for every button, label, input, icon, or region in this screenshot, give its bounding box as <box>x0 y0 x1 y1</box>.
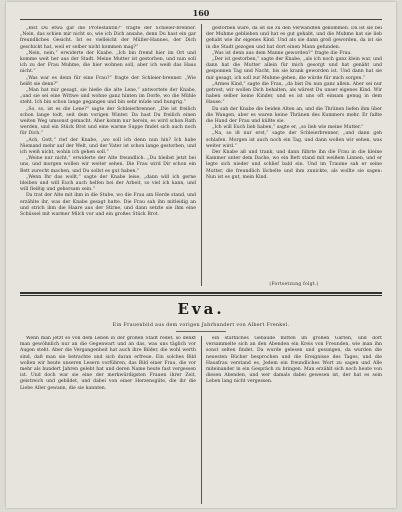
paragraph: „Ich will Euch lieb haben,“ sagte er, „so lieb wie meine Mutter.“ <box>212 125 364 131</box>
article-subtitle: Ein Frauenbild aus dem vorigen Jahrhundert von Albert Frenkel. <box>112 323 290 328</box>
article-column-right <box>206 336 382 504</box>
section-divider-thin <box>20 295 382 296</box>
paragraph: gestorben wäre, da ist sie zu den Verwandten gekommen. Da ist sie bei der Muhme geblieben und hat es gut gehabt, und die Muhme hat sie lieb gehabt wie ihr eigenes Kind. Und als sie dann groß geworden, da ist sie in die Stadt gezogen und hat dort einen Mann gefunden. <box>206 26 382 50</box>
paragraph: Wenn man jetzt so von dem Leben in der großen Stadt redet, so denkt man gewöhnlich nur an die Gegenwart und an das, was uns täglich vor Augen steht. Aber die Vergangenheit hat auch ihre Bilder, die wohl werth sind, daß man sie betrachte und sich daran erfreue. Ein solches Bild wollen wir heute unseren Lesern vorführen, das Bild einer Frau, die vor mehr als hundert Jahren gelebt hat und deren Name heute fast vergessen ist. Und doch war sie eine der merkwürdigsten Frauen ihrer Zeit, geistreich und gebildet, und dabei von einer Herzensgüte, die ihr die Liebe Aller gewann, die sie kannten. <box>20 336 196 391</box>
story-column-right <box>206 26 382 280</box>
paragraph: „Nein, nein,“ erwiderte der Knabe. „Ich bin fremd hier im Ort und komme weit her aus der Stadt. Meine Mutter ist gestorben, und nun soll ich zu der Frau Muhme, die hier wohnen soll, aber ich weiß das Haus nicht.“ <box>20 50 196 75</box>
newspaper-page <box>6 2 396 508</box>
paragraph: Da sah der Knabe die beiden Alten an, und die Thränen liefen ihm über die Wangen, aber es waren keine Thränen des Kummers mehr. Er faßte die Hand der Frau und küßte sie. <box>206 106 382 125</box>
section-divider <box>20 292 382 294</box>
paragraph: „Man hat mir gesagt, sie hieße die alte Lene,“ antwortete der Knabe, „und sie sei eine Wittwe und wohne ganz hinten im Dorfe, wo die Mühle steht. Ich bin schon lange gegangen und bin sehr müde und hungrig.“ <box>20 88 196 106</box>
page-header <box>20 8 382 18</box>
paragraph: „Wenn Ihr das wollt,“ sagte der Knabe leise, „dann will ich gerne bleiben und will Euch auch helfen bei der Arbeit, so viel ich kann, und will fleißig und gehorsam sein.“ <box>20 174 196 193</box>
paragraph: „Was ist denn aus dem Manne geworden?“ fragte die Frau. <box>212 50 352 56</box>
paragraph: „Bist Du etwa gar die Protestantin?“ fragte der Schleier-brenner. „Nein, das schien mir nicht so, wie ich Dich ansahe, denn Du hast ein gar freundliches Gesicht. Ist es vielleicht der Müller-Hannes, der Dich geschickt hat, weil er selber nicht kommen mag?“ <box>20 26 196 50</box>
column-divider <box>201 24 202 286</box>
continuation-note: (Fortsetzung folgt.) <box>269 282 319 287</box>
paragraph: „Der ist gestorben,“ sagte der Knabe, „als ich noch ganz klein war, und dann hat die Mutter allein für mich gesorgt und hat genäht und gesponnen Tag und Nacht, bis sie krank geworden ist. Und dann hat sie mir gesagt, ich soll zur Muhme gehen, die würde für mich sorgen.“ <box>206 57 382 81</box>
paragraph: „Weine nur nicht,“ erwiderte der Alte freundlich. „Du bleibst jetzt bei uns, und morgen wollen wir weiter sehen. Die Frau wird Dir schon ein Bett zurecht machen, und Du sollst es gut haben.“ <box>20 156 196 174</box>
page-number: 160 <box>192 8 210 18</box>
header-rule <box>20 19 382 20</box>
paragraph: „Ach, Gott,“ rief der Knabe, „wo soll ich denn nun hin? Ich habe Niemand mehr auf der Welt, und der Vater ist schon lange gestorben, und ich weiß nicht, wohin ich gehen soll.“ <box>20 137 196 156</box>
paragraph: ein stattliches Gebäude mitten im großen Garten, und dort versammelte sich an den Abenden ein Kreis von Freunden, wie man ihn sonst selten findet. Da wurde gelesen und gesungen, da wurden die neuesten Bücher besprochen und die Ereignisse des Tages, und die Hausfrau verstand es, Jedem ein freundliches Wort zu sagen und Alle miteinander in ein Gespräch zu bringen. Man erzählt sich noch heute von diesen Abenden, und wer damals dabei gewesen ist, der hat es sein Leben lang nicht vergessen. <box>206 336 382 385</box>
article-column-left <box>20 336 196 504</box>
subtitle-rule <box>176 331 226 332</box>
paragraph: „So, so, ist es die Lene?“ sagte der Schleierbrenner. „Die ist freilich schon lange todt, seit dem vorigen Winter. Da hast Du freilich einen weiten Weg umsonst gemacht. Aber komm nur herein, es wird schon Rath werden, und ein Stück Brot und eine warme Suppe findet sich auch noch für Dich.“ <box>20 106 196 137</box>
paragraph: „Armes Kind,“ sagte die Frau, „da bist Du nun ganz allein. Aber sei nur getrost, wir wollen Dich behalten, als wärest Du unser eigenes Kind. Wir haben selber keine Kinder, und es ist uns oft einsam genug in dem Hause.“ <box>206 81 382 106</box>
story-column-left <box>20 26 196 280</box>
paragraph: Der Knabe aß und trank, und dann führte ihn die Frau in die kleine Kammer unter dem Dache, wo ein Bett stand mit weißem Linnen, und er legte sich nieder und schlief bald ein. Und im Traume sah er seine Mutter, die freundlich lächelte und ihm zunickte, als wollte sie sagen: Nun ist es gut, mein Kind. <box>206 150 382 180</box>
paragraph: „Was war es denn für eine Frau?“ fragte der Schleier-brenner. „Wie heißt sie denn?“ <box>20 75 196 87</box>
paragraph: Da trat der Alte mit ihm in die Stube, wo die Frau am Herde stand, und erzählte ihr, was der Knabe gesagt hatte. Die Frau sah ihn mitleidig an und strich ihm die Haare aus der Stirne, und dann setzte sie ihm eine Schüssel mit warmer Milch vor und ein großes Stück Brot. <box>20 193 196 218</box>
paragraph: „Na, so iß nur erst,“ sagte der Schleierbrenner, „und dann geh schlafen. Morgen ist auch noch ein Tag, und dann wollen wir sehen, was weiter wird.“ <box>206 131 382 149</box>
column-divider <box>201 336 202 504</box>
article-title: Eva. <box>177 300 225 318</box>
